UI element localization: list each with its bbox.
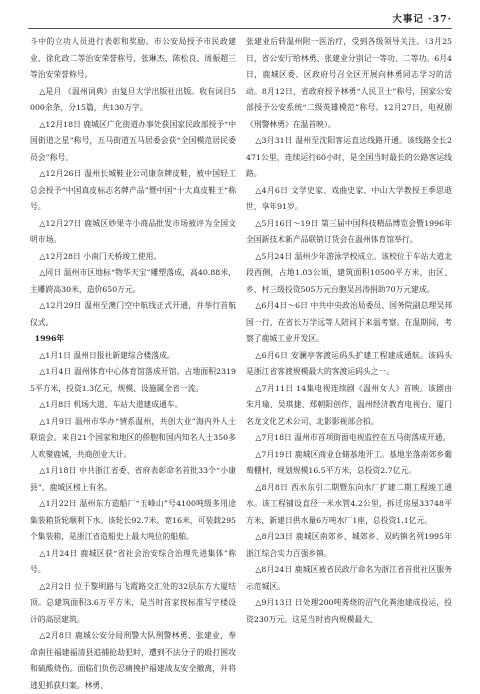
right-column [246, 34, 452, 640]
chronicle-entry: △4月6日 文学史家、戏曲史家、中山大学教授王季思逝世，享年91岁。 [246, 185, 452, 211]
chronicle-entry: △1月22日 温州东方造船厂“玉峰山”号4100吨级多用途集装箱货轮顺利下水。该轮长92.7米，宽16米，可装载295个集装箱，是浙江省造船史上最大吨位的船舶。 [30, 499, 236, 541]
chronicle-entry: △9月13日 日处理200吨莠烧的沼气化粪池建成投运，投资230万元。这是当时省内规模最大、 [246, 598, 452, 624]
chronicle-entry: △2月8日 鹿城公安分局刑警大队刑警林勇、张建业，奉命南往福建福清县追捕抢劫犯时，遭到不法分子的殴打围攻和硫酸烧伤。面临们负伤忍痛挽护福建战友安全撤离，并将逃犯抓获归案。林勇、 [30, 631, 236, 690]
chronicle-entry: △7月18日 温州市首项街面电视监控在五马街落成开通。 [255, 433, 451, 442]
chronicle-entry: △1月9日 温州市华办“情系温州，共创大业”海内外人士联谊会。来自21个国家和地区的侨胞和国内知名人士350多人欢聚鹿城，共商创业大计。 [30, 416, 236, 459]
chronicle-entry: △5月24日 温州少年游泳学校成立。该校位于车站大道北段西侧，占地1.03公顷，建筑面积10500平方米，由区、乡、村三级投资505万元台胞吴昌涛捐助70万元建成。 [246, 251, 452, 294]
chronicle-entry: △1月8日 机场大道、车站大道建成通车。 [39, 400, 183, 409]
chronicle-entry: △7月19日 鹿城区商业仓储基地开工。基地坐落南郊乡葡萄棚村，规划规模16.5平方米，总投资2.7亿元。 [246, 449, 452, 475]
year-heading: 1996年 [34, 334, 65, 343]
header-section-title: 大事记 [392, 14, 424, 25]
text-columns [30, 34, 452, 690]
chronicle-entry: 斗中的立功人员进行表彰和奖励。市公安局授予市民政建业、徐化政二等治安荣誉称号，张琳杰、陈松良、周振超三等治安荣誉称号。 [30, 37, 236, 79]
left-column [30, 34, 236, 690]
chronicle-entry: △同日 温州市区地标“物华天宝”雕塑落成，高40.88米，主雕跨高30米，造价650万元。 [30, 268, 236, 294]
chronicle-entry: △8月24日 鹿城区被省民政厅命名为浙江省首批社区服务示范城区。 [246, 565, 452, 591]
chronicle-entry: △12月27日 鹿城区妙果寺小商品批发市场被评为全国文明市场。 [30, 218, 236, 244]
page-header [28, 10, 452, 29]
chronicle-entry: △1月4日 温州体育中心体育馆落成开馆。占地面积23195平方米，投资1.3亿元，规模、设施属全省一流。 [30, 367, 236, 393]
chronicle-entry: 张建业后转温州附一医治疗，受到各级领导关注。（3月25日，省公安厅给林勇、张建业分别记一等功、二等功。6月4日，鹿城区委、区政府号召全区开展向林勇同志学习的活动。8月12日，省政府授予林勇“人民卫士”称号，国家公安部授予公安系统“二级英雄模范”称号。12月27日，电视剧《刑警林勇》在温首映）。 [246, 37, 452, 129]
chronicle-entry: △12月28日 小南门天桥竣工使用。 [39, 251, 162, 261]
chronicle-entry: △6月4日～6日 中共中央政治局委员、国务院副总理吴邦国一行，在省长万学远等人陪同下来温考察。在温期间，考察了鹿城工业开发区。 [246, 301, 452, 343]
chronicle-entry: △12月26日 温州长城鞋业公司康奈牌皮鞋，被中国轻工总会授予“中国真皮标志名牌产品”暨中国“十大真皮鞋王”称号。 [30, 169, 236, 211]
chronicle-entry: △8月8日 西水东引二期暨东向水厂扩建二期工程竣工通水。该工程铺设直径一米水管4.2公里，拆迁房屋33748平方米，新建日供水量6万吨水厂1座，总投资1.1亿元。 [246, 482, 452, 525]
chronicle-entry: △1月1日 温州日报社新建综合楼落成。 [39, 350, 175, 360]
chronicle-entry: △1月18日 中共浙江省委、省府表彰命名首批33个“小康县”，鹿城区榜上有名。 [30, 466, 236, 492]
chronicle-entry: △12月29日 温州至澳门空中航线正式开通，并举行首航仪式。 [30, 301, 236, 327]
chronicle-entry: △1月24日 鹿城区获“省社会治安综合治理先进集体”称号。 [30, 548, 236, 574]
chronicle-entry: △6月6日 安澜亭客渡运码头扩建工程建成通航。该码头是浙江省客渡规模最大的客渡运码头之一。 [246, 350, 452, 376]
chronicle-entry: △7月11日 14集电视连续剧《温州女人》首映。该剧由朱月瑜、吴琪捷、郑朝阳创作，温州经济教育电视台、厦门名龙文化艺术公司、北影影视部合拍。 [246, 383, 452, 426]
page-number: ·37· [428, 14, 452, 25]
header-section-and-page [392, 11, 452, 25]
chronicle-entry: △8月23日 鹿城区南郊乡、城郊乡、双屿镇名列1995年浙江综合实力百强乡镇。 [246, 532, 452, 558]
chronicle-entry: △是月 《温州词典》由复旦大学出版社出版。收有词目5000余条，分15篇，共130万字。 [30, 86, 236, 112]
chronicle-entry: △5月16日～19日 第三届中国科技精品博览会暨1996年全国新技术新产品联销订货会在温州体育馆举行。 [246, 218, 452, 244]
chronicle-entry: △2月2日 位于黎明路与飞霞路交汇处的32层东方大厦结顶。总建筑面积3.6万平方米，是当时首家按标准写字楼设计的高层建筑。 [30, 581, 236, 624]
chronicle-entry: △3月31日 温州至沈阳客运直达线路开通。该线路全长2471公里，连续运行60小时，是全国当时最长的公路客运线路。 [246, 136, 452, 178]
chronicle-entry: △12月18日 鹿城区广化街道办事处获国家民政部授予“中国街道之星”称号，五马街道五马居委会获“全国模范居民委员会”称号。 [30, 119, 236, 162]
